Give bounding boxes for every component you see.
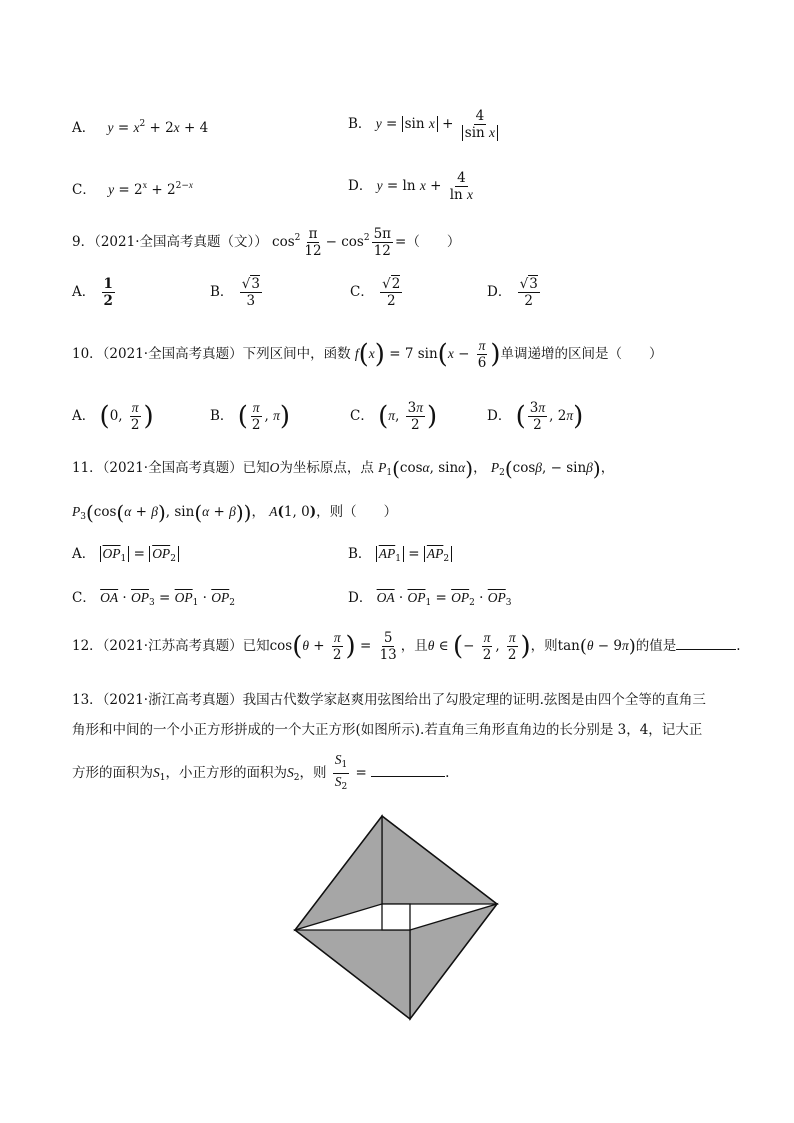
q9-option-d: D． $\frac{√3}{2}$ — [487, 276, 538, 309]
inner-square — [382, 904, 410, 930]
q11-stem: 11．（2021·全国高考真题）已知O为坐标原点，点 $P_1(\cos\alpha$, sinα)， $P_2(\cos\beta$, − sinβ)， — [72, 456, 615, 481]
q10-option-c: C． (π, $\frac{3\pi}{2}$ ) — [350, 400, 438, 433]
q9-stem: 9．（2021·全国高考真题（文）） $\cos^2$ $\frac{\pi}{12}$ − $\cos^2$ $\frac{5\pi}{12}$ =（ ） — [72, 226, 461, 259]
q11-stem-line2: $P_3(\cos(\alpha + \beta)$, sin(α + β))， A(1, 0)，则（ ） — [72, 500, 398, 525]
q10-option-b: B． ( $\frac{\pi}{2}$ , π) — [210, 400, 290, 433]
q8-option-c: C． $y = 2^x + 2^{2-x}$ — [72, 180, 193, 198]
q11-option-a: A． $\overline{OP}_1 = \overline{OP}_2$ — [72, 542, 179, 564]
q11-option-c: C． $\overline{OA} \cdot \overline{OP}_3 = \overline{OP}_1 \cdot \overline{OP}_2$ — [72, 590, 235, 608]
q13-line3: 方形的面积为$S_1$，小正方形的面积为$S_2$，则 $\frac{S_1}{S_2}$ = . — [72, 752, 450, 792]
q13-line2: 角形和中间的一个小正方形拼成的一个大正方形(如图所示).若直角三角形直角边的长分别是 3，4，记大正 — [72, 722, 703, 738]
q11-option-b: B． $\overline{AP}_1 = \overline{AP}_2$ — [348, 542, 452, 564]
q9-option-b: B． $\frac{√3}{3}$ — [210, 276, 260, 309]
string-figure-diagram — [290, 812, 502, 1024]
q11-option-d: D． $\overline{OA} \cdot \overline{OP}_1 = \overline{OP}_2 \cdot \overline{OP}_3$ — [348, 590, 512, 608]
q10-option-d: D． ( $\frac{3\pi}{2}$ , 2π) — [487, 400, 584, 433]
q9-option-c: C． $\frac{√2}{2}$ — [350, 276, 401, 309]
q8-option-b: B． y = sin x + $\frac{4}{\text{sin x}}$ — [348, 108, 502, 141]
q9-option-a: A． $\frac{1}{2}$ — [72, 276, 113, 309]
q10-stem: 10．（2021·全国高考真题）下列区间中，函数 f(x) = 7 sin(x − $\frac{\pi}{6}$ )单调递增的区间是（ ） — [72, 338, 663, 371]
q13-line1: 13．（2021·浙江高考真题）我国古代数学家赵爽用弦图给出了勾股定理的证明.弦图是由四个全等的直角三 — [72, 692, 706, 708]
q12-stem: 12．（2021·江苏高考真题）已知cos(θ + $\frac{\pi}{2}$ ) = $\frac{5}{13}$ ，且θ ∈ (− $\frac{\pi}{2}$ , $\frac{\pi}{2}$ )，则tan(θ − 9π)的值是 . — [72, 630, 741, 663]
q8-option-d: D． y = ln x + $\frac{4}{\text{ln x}}$ — [348, 170, 474, 203]
q8-option-a: A． $y = x^2 + 2x + 4$ — [72, 119, 209, 136]
q10-option-a: A． (0, $\frac{\pi}{2}$ ) — [72, 400, 154, 433]
